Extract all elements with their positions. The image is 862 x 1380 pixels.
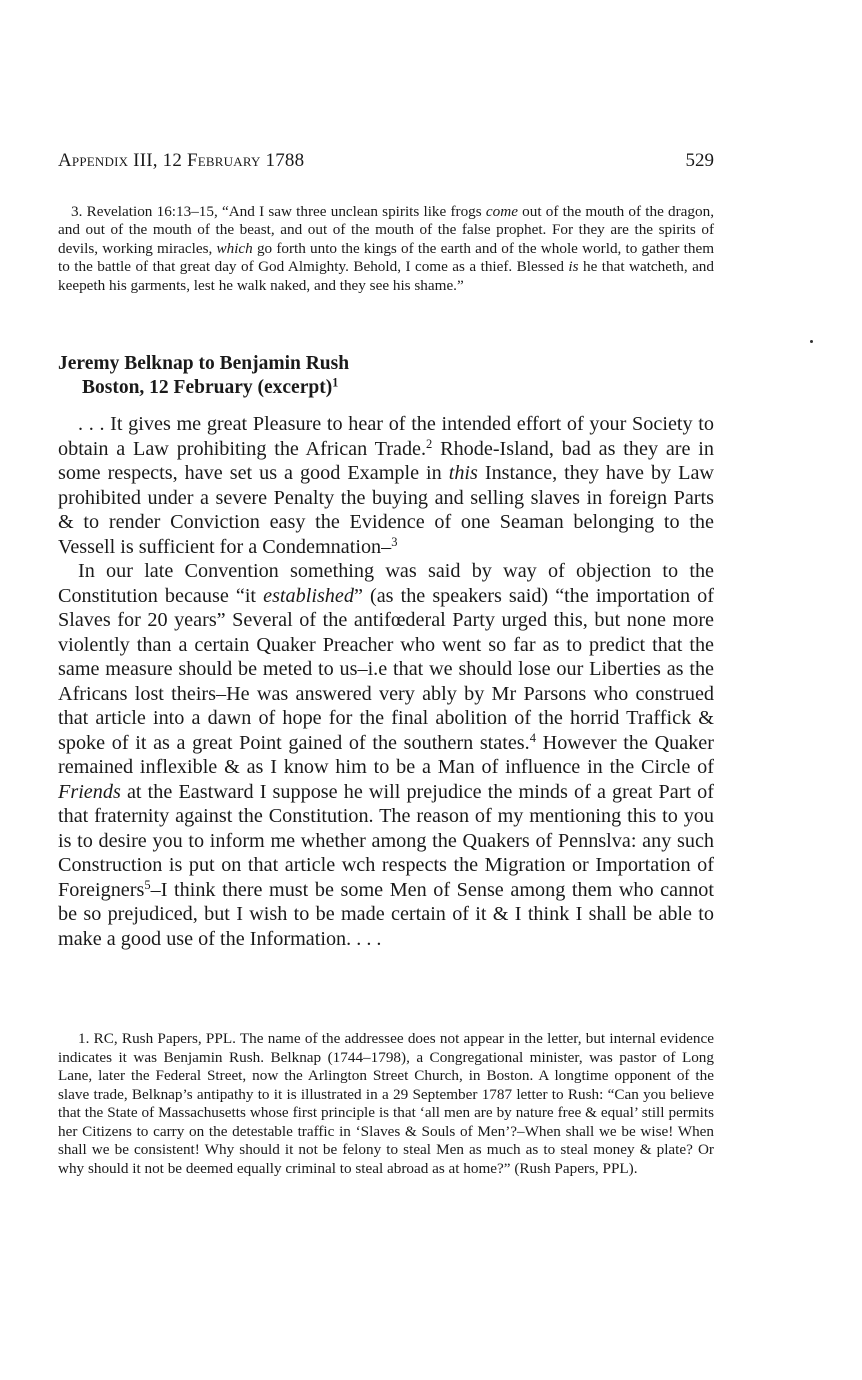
previous-footnote [58, 203, 714, 295]
heading-title: Jeremy Belknap to Benjamin Rush [58, 353, 350, 374]
document-heading [58, 352, 714, 400]
text-run: . . . It gives me great Pleasure to hear of the intended effort of your Society to obtain a Law prohibiting the African Trade. [58, 413, 714, 460]
heading-place-date [58, 376, 714, 400]
note-text: go forth unto the kings of the earth and of the whole world, to gather them to the battle of that great day of God Almighty. Behold, I come as a thief. Blessed [58, 239, 715, 276]
italic-run: established [263, 584, 354, 607]
text-run: Instance, they have by Law prohibited under a severe Penalty the buying and selling slaves in foreign Parts & to render Conviction easy the Evidence of one Seaman belonging to the Vessell is sufficient for a Condemnation– [58, 462, 714, 558]
note-text: he that watcheth, and keepeth his garments, lest he walk naked, and they see his shame.” [58, 258, 714, 294]
italic-run: this [448, 462, 478, 484]
footnote-ref[interactable]: 5 [144, 877, 151, 892]
letter-paragraph-1 [58, 412, 714, 559]
note-italic: which [216, 239, 253, 257]
text-run: Rhode-Island, bad as they are in some respects, have set us a good Example in [58, 437, 714, 484]
note-italic: come [485, 203, 518, 220]
heading-place-date-text: Boston, 12 February (excerpt) [82, 377, 333, 398]
page-number: 529 [685, 150, 714, 171]
footnote-ref[interactable]: 2 [426, 436, 433, 451]
running-head [58, 150, 714, 176]
italic-run: Friends [58, 780, 121, 803]
margin-speck [810, 340, 813, 343]
letter-paragraph-2 [58, 559, 714, 951]
running-head-title: Appendix III, 12 February 1788 [58, 150, 305, 171]
note-italic: is [568, 258, 579, 276]
text-run: In our late Convention something was said by way of objection to the Constitution because “it [58, 560, 714, 607]
note-text: out of the mouth of the dragon, and out of the mouth of the beast, and out of the mouth of the false prophet. For they are the spirits of devils, working miracles, [58, 203, 715, 257]
footnote-1 [58, 1030, 714, 1178]
text-run: at the Eastward I suppose he will prejudice the minds of a great Part of that fraternity against the Constitution. The reason of my mentioning this to you is to desire you to inform me whether among the Quakers of Pennslva: any such Construction is put on that article wch respects the Migration or Importation of Foreigners [58, 780, 714, 901]
footnote-ref[interactable]: 3 [391, 534, 398, 549]
text-run: –I think there must be some Men of Sense among them who cannot be so prejudiced, but I wish to be made certain of it & I think I shall be able to make a good use of the Information. . . . [58, 878, 714, 950]
note-text: 3. Revelation 16:13–15, “And I saw three unclean spirits like frogs [71, 203, 486, 220]
text-run: ” (as the speakers said) “the importation of Slaves for 20 years” Several of the antifœderal Party urged this, but none more violently than a certain Quaker Preacher who went so far as to predict that the same measure should be meted to us–i.e that we should lose our Liberties as the Africans lost theirs–He was answered very ably by Mr Parsons who construed that article into a dawn of hope for the final abolition of the horrid Traffick & spoke of it as a great Point gained of the southern states. [58, 584, 714, 754]
text-run: However the Quaker remained inflexible & as I know him to be a Man of influence in the Circle of [58, 731, 714, 778]
footnote-text: 1. RC, Rush Papers, PPL. The name of the addressee does not appear in the letter, but internal evidence indicates it was Benjamin Rush. Belknap (1744–1798), a Congregational minister, was pastor of Long Lane, later the Federal Street, now the Arlington Street Church, in Boston. A longtime opponent of the slave trade, Belknap’s antipathy to it is illustrated in a 29 September 1787 letter to Rush: “Can you believe that the State of Massachusetts whose first principle is that ‘all men are by nature free & equal’ still permits her Citizens to carry on the detestable traffic in ‘Slaves & Souls of Men’?–When shall we be wise! When shall we be consistent! Why should it not be felony to steal Men as much as to steal money & plate? Or why should it not be deemed equally criminal to steal abroad as at home?” (Rush Papers, PPL). [58, 1030, 714, 1177]
footnote-ref[interactable]: 1 [332, 375, 339, 390]
letter-body [58, 412, 714, 951]
footnote-ref[interactable]: 4 [529, 730, 536, 745]
